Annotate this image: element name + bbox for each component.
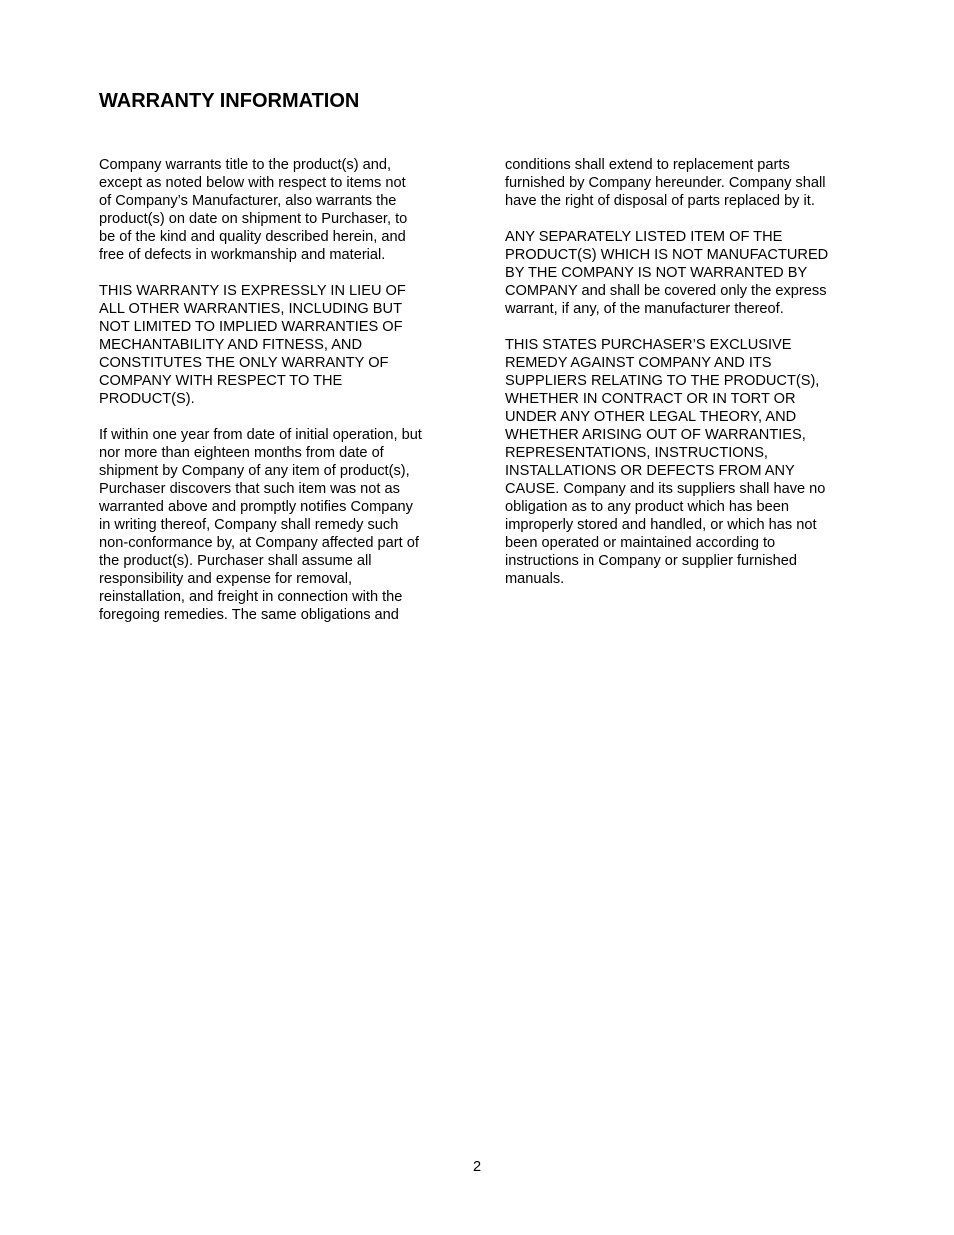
page-number: 2 <box>472 1159 482 1175</box>
text-line: nor more than eighteen months from date of <box>99 445 384 461</box>
text-line: NOT LIMITED TO IMPLIED WARRANTIES OF <box>99 319 403 335</box>
paragraph-spacer <box>99 408 449 426</box>
text-line: ALL OTHER WARRANTIES, INCLUDING BUT <box>99 301 402 317</box>
text-line: be of the kind and quality described herein, and <box>99 229 406 245</box>
text-line: If within one year from date of initial operation, but <box>99 427 422 443</box>
text-line: PRODUCT(S). <box>99 391 195 407</box>
page-title: WARRANTY INFORMATION <box>99 90 360 112</box>
text-line: WHETHER ARISING OUT OF WARRANTIES, <box>505 427 806 443</box>
text-line: been operated or maintained according to <box>505 535 776 551</box>
paragraph-remedy <box>99 426 449 624</box>
right-column <box>505 156 857 588</box>
text-line: product(s) on date on shipment to Purchaser, to <box>99 211 408 227</box>
text-line: THIS WARRANTY IS EXPRESSLY IN LIEU OF <box>99 283 406 299</box>
text-line: UNDER ANY OTHER LEGAL THEORY, AND <box>505 409 797 425</box>
text-line: furnished by Company hereunder. Company shall <box>505 175 826 191</box>
text-line: CAUSE. Company and its suppliers shall have no <box>505 481 826 497</box>
text-line: free of defects in workmanship and material. <box>99 247 386 263</box>
paragraph-exclusive-warranty <box>99 282 449 408</box>
text-line: except as noted below with respect to items not <box>99 175 406 191</box>
paragraph-title-warranty <box>99 156 449 264</box>
text-line: shipment by Company of any item of product(s), <box>99 463 410 479</box>
paragraph-spacer <box>99 264 449 282</box>
paragraph-replacement-parts <box>505 156 857 210</box>
text-line: obligation as to any product which has been <box>505 499 789 515</box>
left-column <box>99 156 449 624</box>
text-line: INSTALLATIONS OR DEFECTS FROM ANY <box>505 463 795 479</box>
text-line: instructions in Company or supplier furnished <box>505 553 798 569</box>
text-line: MECHANTABILITY AND FITNESS, AND <box>99 337 363 353</box>
paragraph-spacer <box>505 318 857 336</box>
text-line: CONSTITUTES THE ONLY WARRANTY OF <box>99 355 389 371</box>
text-line: BY THE COMPANY IS NOT WARRANTED BY <box>505 265 808 281</box>
text-line: warrant, if any, of the manufacturer thereof. <box>505 301 784 317</box>
paragraph-exclusive-remedy <box>505 336 857 588</box>
text-line: have the right of disposal of parts replaced by it. <box>505 193 815 209</box>
text-line: REPRESENTATIONS, INSTRUCTIONS, <box>505 445 768 461</box>
text-line: in writing thereof, Company shall remedy such <box>99 517 399 533</box>
text-line: COMPANY and shall be covered only the express <box>505 283 827 299</box>
text-line: WHETHER IN CONTRACT OR IN TORT OR <box>505 391 796 407</box>
text-line: foregoing remedies. The same obligations and <box>99 607 399 623</box>
text-line: conditions shall extend to replacement parts <box>505 157 790 173</box>
text-line: REMEDY AGAINST COMPANY AND ITS <box>505 355 772 371</box>
text-line: non-conformance by, at Company affected part of <box>99 535 419 551</box>
text-line: the product(s). Purchaser shall assume all <box>99 553 372 569</box>
text-line: Purchaser discovers that such item was not as <box>99 481 400 497</box>
text-line: responsibility and expense for removal, <box>99 571 353 587</box>
paragraph-spacer <box>505 210 857 228</box>
text-line: PRODUCT(S) WHICH IS NOT MANUFACTURED <box>505 247 829 263</box>
text-line: COMPANY WITH RESPECT TO THE <box>99 373 343 389</box>
text-line: ANY SEPARATELY LISTED ITEM OF THE <box>505 229 783 245</box>
text-line: improperly stored and handled, or which has not <box>505 517 817 533</box>
text-line: Company warrants title to the product(s) and, <box>99 157 392 173</box>
text-line: THIS STATES PURCHASER’S EXCLUSIVE <box>505 337 792 353</box>
text-line: reinstallation, and freight in connection with the <box>99 589 403 605</box>
text-line: manuals. <box>505 571 565 587</box>
paragraph-separately-listed <box>505 228 857 318</box>
text-line: warranted above and promptly notifies Company <box>99 499 413 515</box>
text-line: SUPPLIERS RELATING TO THE PRODUCT(S), <box>505 373 820 389</box>
text-line: of Company’s Manufacturer, also warrants the <box>99 193 397 209</box>
